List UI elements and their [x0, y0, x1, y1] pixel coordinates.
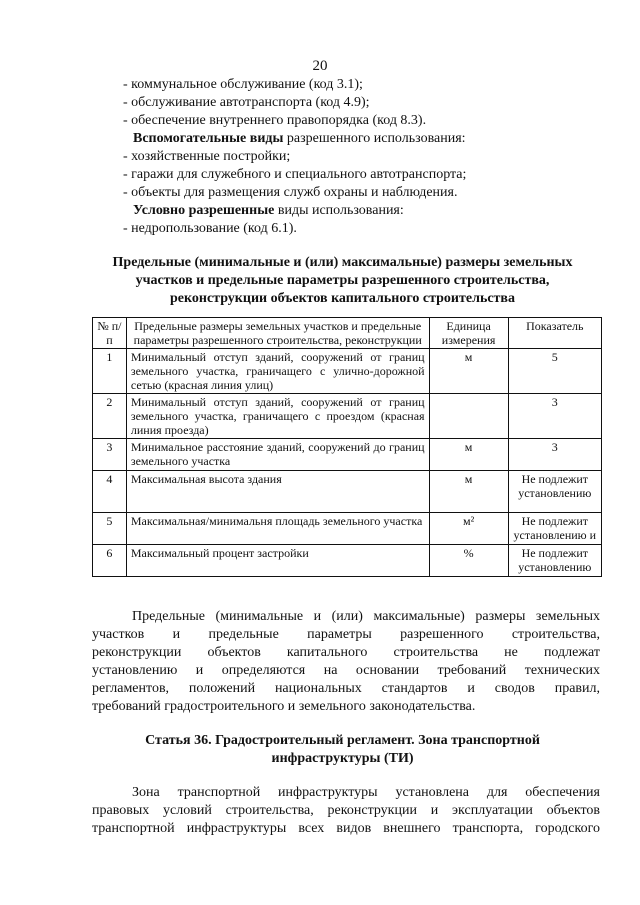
row-num: 4 — [93, 471, 127, 513]
paragraph-line: правовых условий строительства, реконструкции и эксплуатации объектов — [92, 803, 600, 818]
list-item: - объекты для размещения служб охраны и наблюдения. — [123, 185, 458, 200]
row-name: Максимальная/минимальня площадь земельного участка — [126, 513, 429, 545]
header-unit: Единица измерения — [429, 318, 508, 349]
row-num: 5 — [93, 513, 127, 545]
table-row — [93, 545, 602, 577]
auxiliary-uses-heading — [133, 130, 466, 148]
paragraph-line: транспортной инфраструктуры всех видов внешнего транспорта, городского — [92, 821, 600, 836]
row-unit: % — [429, 545, 508, 577]
row-name: Минимальный отступ зданий, сооружений от границ земельного участка, граничащего с улично-дорожной сетью (красная линия улиц) — [126, 349, 429, 394]
row-value: 5 — [508, 349, 601, 394]
conditional-uses-heading — [133, 202, 404, 220]
list-item: - обеспечение внутреннего правопорядка (код 8.3). — [123, 113, 427, 128]
row-unit — [429, 394, 508, 439]
row-name: Минимальный отступ зданий, сооружений от границ земельного участка, граничащего с проездом (красная линия проезда) — [126, 394, 429, 439]
row-name: Максимальный процент застройки — [126, 545, 429, 577]
conditional-rest: виды использования: — [274, 203, 404, 218]
row-unit: м — [429, 439, 508, 471]
paragraph-line: реконструкции объектов капитального строительства не подлежат — [92, 645, 600, 660]
row-num: 6 — [93, 545, 127, 577]
header-num: № п/п — [93, 318, 127, 349]
header-name: Предельные размеры земельных участков и предельные параметры разрешенного строительства, реконструкции — [126, 318, 429, 349]
paragraph-line: установлению и определяются на основании требований технических — [92, 663, 600, 678]
auxiliary-bold: Вспомогательные виды — [133, 131, 284, 146]
article-heading-line: Статья 36. Градостроительный регламент. Зона транспортной — [145, 733, 540, 748]
paragraph-line: участков и предельные параметры разрешенного строительства, — [92, 627, 600, 642]
table-row — [93, 349, 602, 394]
article-heading-line: инфраструктуры (ТИ) — [271, 751, 414, 766]
row-unit: м — [429, 471, 508, 513]
list-item: - гаражи для служебного и специального автотранспорта; — [123, 167, 467, 182]
row-name: Максимальная высота здания — [126, 471, 429, 513]
row-name: Минимальное расстояние зданий, сооружений до границ земельного участка — [126, 439, 429, 471]
row-num: 3 — [93, 439, 127, 471]
table-header-row — [93, 318, 602, 349]
section-heading-line: Предельные (минимальные и (или) максимальные) размеры земельных — [112, 255, 573, 270]
row-num: 2 — [93, 394, 127, 439]
table-row — [93, 513, 602, 545]
paragraph-line: Зона транспортной инфраструктуры установлена для обеспечения — [132, 785, 600, 800]
row-num: 1 — [93, 349, 127, 394]
list-item: - коммунальное обслуживание (код 3.1); — [123, 77, 363, 92]
row-value: Не подлежит установлению — [508, 471, 601, 513]
list-item: - обслуживание автотранспорта (код 4.9); — [123, 95, 370, 110]
row-unit: м — [429, 349, 508, 394]
list-item: - недропользование (код 6.1). — [123, 221, 297, 236]
paragraph-line: регламентов, положений национальных стандартов и сводов правил, — [92, 681, 600, 696]
paragraph-line: требований градостроительного и земельного законодательства. — [92, 699, 476, 714]
section-heading-line: участков и предельные параметры разрешенного строительства, — [135, 273, 550, 288]
row-unit: м² — [429, 513, 508, 545]
parameters-table — [92, 317, 602, 577]
page-number: 20 — [312, 58, 328, 74]
row-value: 3 — [508, 394, 601, 439]
table-row — [93, 439, 602, 471]
paragraph-line: Предельные (минимальные и (или) максимальные) размеры земельных — [132, 609, 600, 624]
conditional-bold: Условно разрешенные — [133, 203, 275, 218]
list-item: - хозяйственные постройки; — [123, 149, 291, 164]
table-row — [93, 394, 602, 439]
auxiliary-rest: разрешенного использования: — [283, 131, 466, 146]
table-row — [93, 471, 602, 513]
row-value: Не подлежит установлению и — [508, 513, 601, 545]
row-value: 3 — [508, 439, 601, 471]
section-heading-line: реконструкции объектов капитального строительства — [170, 291, 515, 306]
row-value: Не подлежит установлению — [508, 545, 601, 577]
header-value: Показатель — [508, 318, 601, 349]
